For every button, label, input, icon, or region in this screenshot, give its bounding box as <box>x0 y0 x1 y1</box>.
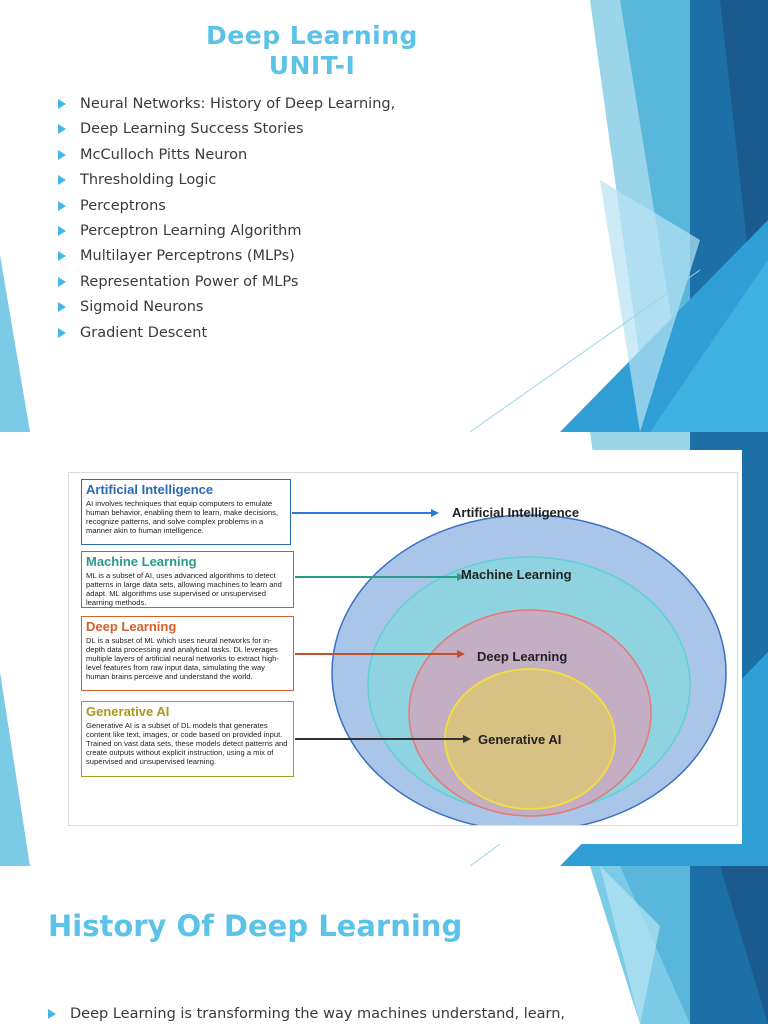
slide-unit-overview <box>0 0 768 432</box>
box-title: Generative AI <box>86 704 170 719</box>
triangle-bullet-icon <box>58 328 66 338</box>
box-description: DL is a subset of ML which uses neural networks for in-depth data processing and analytical tasks. DL leverages multiple layers of artificial neural networks to extract high-level features from raw input data, simulating the way human brains perceive and understand the world. <box>86 636 279 682</box>
triangle-bullet-icon <box>58 99 66 109</box>
label-generative-ai: Generative AI <box>478 732 562 747</box>
history-title: History Of Deep Learning <box>48 909 463 943</box>
box-description: Generative AI is a subset of DL models that generates content like text, images, or code based on provided input. Trained on vast data sets, these models detect patterns and create outputs without explicit instruction, using a mix of supervised and unsupervised learning. <box>86 721 288 767</box>
list-item: Deep Learning Success Stories <box>58 119 395 144</box>
ai-hierarchy-figure <box>30 450 742 844</box>
triangle-bullet-icon <box>58 226 66 236</box>
slide-history <box>0 866 768 1024</box>
nested-ellipses-diagram <box>69 473 737 825</box>
triangle-bullet-icon <box>58 251 66 261</box>
box-description: AI involves techniques that equip computers to emulate human behavior, enabling them to learn, make decisions, recognize patterns, and solve complex problems in a manner akin to human intelligence. <box>86 499 279 536</box>
left-edge-shape <box>0 255 30 432</box>
topic-list <box>58 94 395 348</box>
triangle-bullet-icon <box>58 124 66 134</box>
box-title: Machine Learning <box>86 554 197 569</box>
box-description: ML is a subset of AI, uses advanced algorithms to detect patterns in large data sets, allowing machines to learn and adapt. ML algorithms use supervised or unsupervised learning methods. <box>86 571 282 608</box>
list-item: Multilayer Perceptrons (MLPs) <box>58 246 395 271</box>
list-item: Sigmoid Neurons <box>58 297 395 322</box>
left-edge-shape <box>0 672 30 866</box>
triangle-bullet-icon <box>58 277 66 287</box>
list-item: McCulloch Pitts Neuron <box>58 145 395 170</box>
list-item: Representation Power of MLPs <box>58 272 395 297</box>
triangle-bullet-icon <box>58 201 66 211</box>
list-item: Neural Networks: History of Deep Learning, <box>58 94 395 119</box>
box-title: Deep Learning <box>86 619 177 634</box>
list-item: Perceptron Learning Algorithm <box>58 221 395 246</box>
list-item: Deep Learning is transforming the way machines understand, learn, <box>48 1004 565 1024</box>
label-deep-learning: Deep Learning <box>477 649 568 664</box>
title-unit: UNIT-I <box>268 51 356 80</box>
list-item: Thresholding Logic <box>58 170 395 195</box>
label-machine-learning: Machine Learning <box>461 567 572 582</box>
label-artificial-intelligence: Artificial Intelligence <box>452 505 580 520</box>
arrowhead-ai <box>431 509 439 517</box>
decorative-background <box>0 866 768 1024</box>
list-item: Perceptrons <box>58 196 395 221</box>
triangle-bullet-icon <box>58 150 66 160</box>
figure-frame <box>68 472 738 826</box>
triangle-bullet-icon <box>58 175 66 185</box>
thin-line <box>470 844 500 866</box>
triangle-bullet-icon <box>58 302 66 312</box>
triangle-bullet-icon <box>48 1009 56 1019</box>
slide-ai-diagram <box>0 432 768 866</box>
title-deep-learning: Deep Learning <box>206 21 418 50</box>
list-item: Gradient Descent <box>58 323 395 348</box>
box-title: Artificial Intelligence <box>86 482 214 497</box>
